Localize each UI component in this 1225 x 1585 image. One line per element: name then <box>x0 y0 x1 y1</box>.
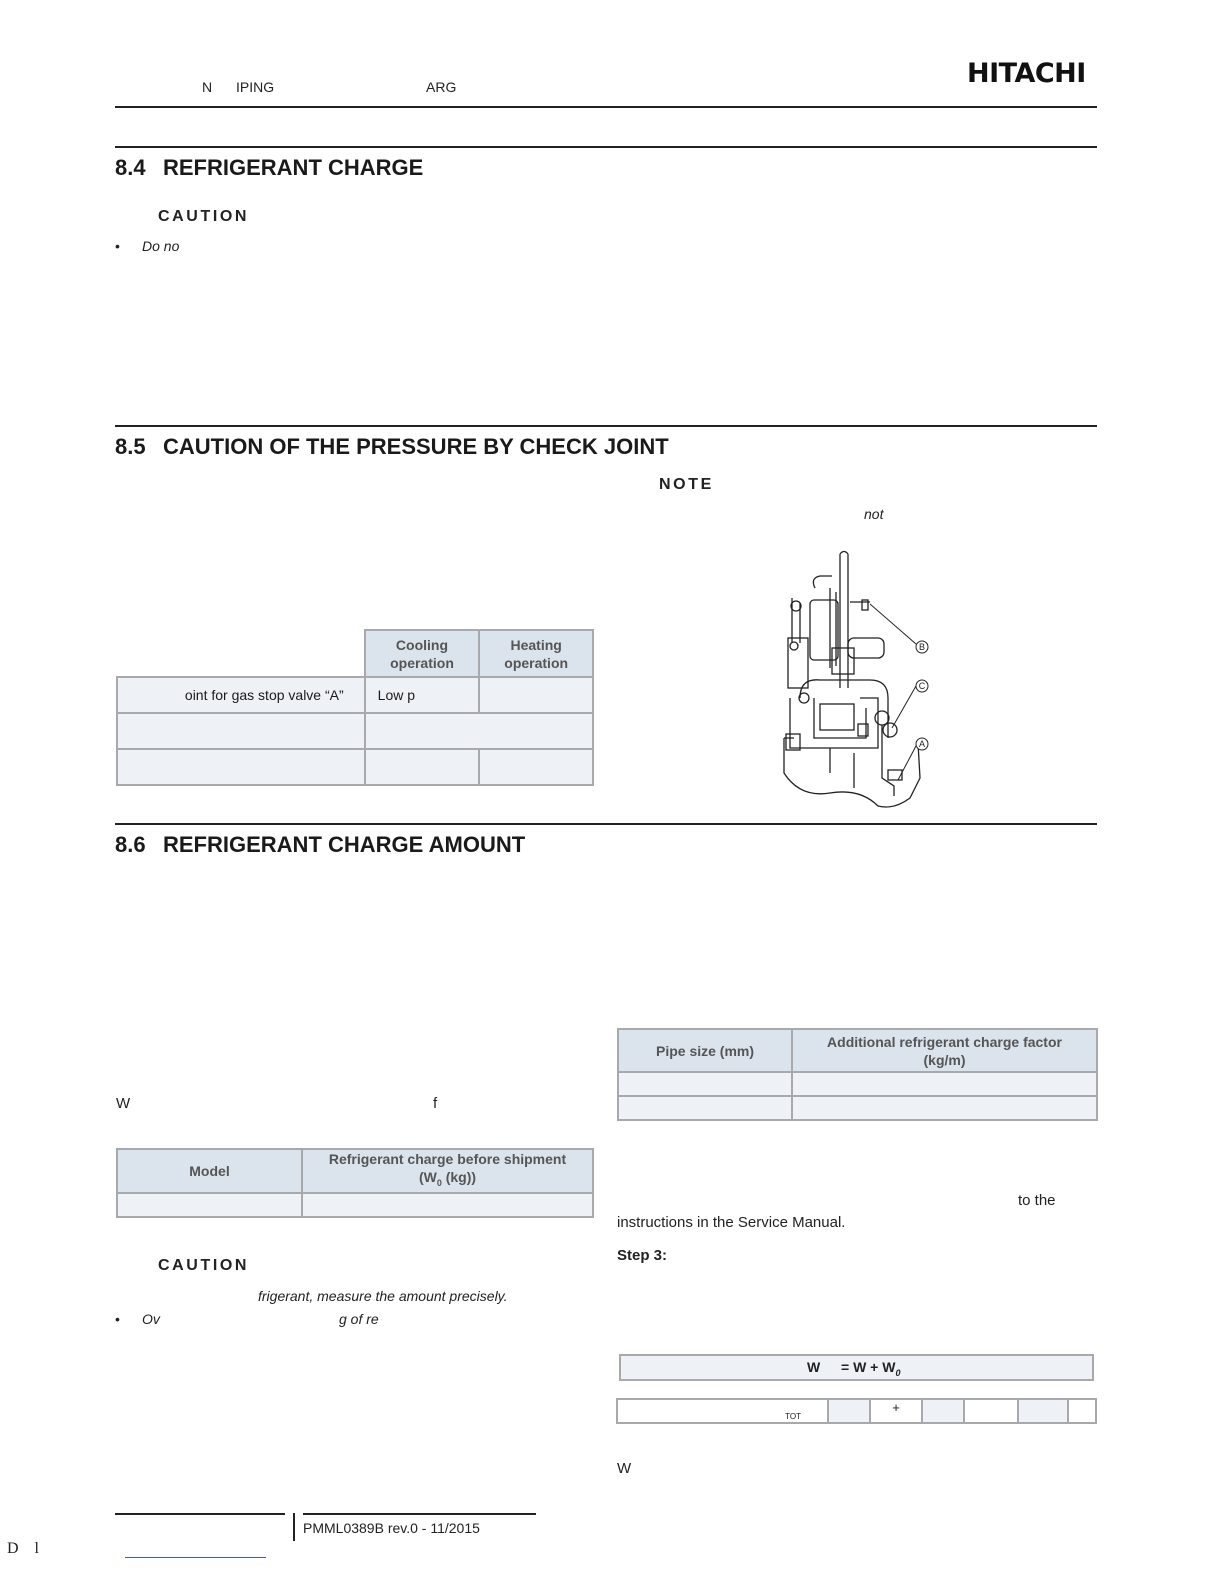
header-w-prefix: (W <box>418 1169 437 1185</box>
vertical-pipe <box>840 552 848 689</box>
row3-label <box>117 749 365 785</box>
row2-value <box>365 713 593 749</box>
step-3-label: Step 3: <box>617 1247 668 1264</box>
model-charge-table <box>116 1148 594 1218</box>
section-title-85: CAUTION OF THE PRESSURE BY CHECK JOINT <box>163 434 669 459</box>
section-title-86: REFRIGERANT CHARGE AMOUNT <box>163 832 526 857</box>
footer-rule-right <box>303 1513 536 1515</box>
header-rule <box>115 106 1097 108</box>
row3-cooling <box>365 749 480 785</box>
formula-subscript: 0 <box>895 1367 901 1378</box>
hitachi-logo: HITACHI <box>967 58 1086 89</box>
section-heading-86 <box>115 832 525 858</box>
section-number-86: 8.6 <box>115 832 146 857</box>
caution-label-84: CAUTION <box>158 208 250 225</box>
header-cooling-operation <box>365 630 480 677</box>
header-refrigerant-line-2 <box>303 1168 592 1192</box>
calc-cell-5 <box>1068 1399 1096 1423</box>
caution-text-86-line1: frigerant, measure the amount precisely. <box>258 1288 508 1304</box>
pipe-size-table <box>617 1028 1098 1121</box>
footer-divider <box>293 1513 295 1541</box>
caution-text-86-line2b: g of re <box>339 1311 379 1327</box>
section-heading-85 <box>115 434 669 460</box>
row1-label: oint for gas stop valve “A” <box>117 677 365 713</box>
calc-cell-4 <box>1018 1399 1068 1423</box>
bullet-86: • <box>115 1311 120 1327</box>
row1-cooling: Low p <box>365 677 480 713</box>
model-cell <box>117 1193 302 1217</box>
formula-expression <box>841 1359 900 1378</box>
bullet-84: • <box>115 238 120 254</box>
text-f-left: f <box>433 1095 438 1112</box>
check-joint-table <box>116 629 594 786</box>
footer-rule-left <box>115 1513 285 1515</box>
calculation-row-table <box>616 1398 1097 1424</box>
calc-cell-3 <box>964 1399 1018 1423</box>
calc-total-cell <box>617 1399 828 1423</box>
section-number-85: 8.5 <box>115 434 146 459</box>
section-number-84: 8.4 <box>115 155 146 180</box>
note-text-85: not <box>864 506 884 522</box>
header-factor-line-2: (kg/m) <box>923 1051 966 1068</box>
section-rule-86 <box>115 823 1097 825</box>
running-title-part-1: N <box>202 79 213 95</box>
instruction-service-manual: instructions in the Service Manual. <box>617 1214 846 1231</box>
callout-label-c: C <box>918 681 926 691</box>
callout-label-b: B <box>918 642 926 652</box>
calc-tot-subscript: TOT <box>785 1412 801 1421</box>
instruction-to-the: to the <box>1018 1192 1056 1209</box>
header-refrigerant-line-1: Refrigerant charge before shipment <box>328 1151 567 1167</box>
callout-line-a <box>898 746 916 780</box>
header-pipe-size: Pipe size (mm) <box>618 1029 792 1072</box>
header-additional-charge-factor <box>792 1029 1097 1072</box>
section-rule-84 <box>115 146 1097 148</box>
row3-heating <box>479 749 593 785</box>
running-title-part-2: IPING <box>236 79 275 95</box>
pipe-size-cell-1 <box>618 1072 792 1096</box>
callout-line-c <box>892 686 916 728</box>
footer-left-fragment: D l <box>7 1540 39 1557</box>
section-heading-84 <box>115 155 423 181</box>
header-heating-line-1: Heating <box>510 636 562 653</box>
caution-text-84: Do no <box>142 238 180 254</box>
header-refrigerant-charge <box>302 1149 593 1193</box>
outdoor-unit-piping-diagram <box>770 548 940 810</box>
header-model: Model <box>117 1149 302 1193</box>
running-title-part-3: ARG <box>426 79 457 95</box>
caution-text-86-line2a: Ov <box>142 1311 160 1327</box>
header-heating-operation <box>479 630 593 677</box>
table-corner-blank <box>117 630 365 677</box>
factor-cell-1 <box>792 1072 1097 1096</box>
header-factor-line-1: Additional refrigerant charge factor <box>827 1033 1062 1050</box>
factor-cell-2 <box>792 1096 1097 1120</box>
caution-label-86: CAUTION <box>158 1257 250 1274</box>
text-w-left: W <box>116 1095 131 1112</box>
note-label-85: NOTE <box>659 476 714 493</box>
charge-cell <box>302 1193 593 1217</box>
calc-plus-cell: + <box>870 1399 922 1423</box>
calc-cell-1 <box>828 1399 870 1423</box>
footer-document-reference: PMML0389B rev.0 - 11/2015 <box>303 1520 480 1536</box>
row1-heating <box>479 677 593 713</box>
row2-label <box>117 713 365 749</box>
pipe-size-cell-2 <box>618 1096 792 1120</box>
text-w-right: W <box>617 1460 632 1477</box>
formula-expression-text: = W + W <box>841 1359 896 1375</box>
header-cooling-line-2: operation <box>390 654 454 671</box>
callout-label-a: A <box>918 739 926 749</box>
section-rule-85 <box>115 425 1097 427</box>
header-w-subscript: 0 <box>436 1177 442 1188</box>
calc-cell-2 <box>922 1399 964 1423</box>
footer-hyperlink-underline[interactable] <box>125 1557 266 1558</box>
header-cooling-line-1: Cooling <box>395 636 449 653</box>
section-title-84: REFRIGERANT CHARGE <box>163 155 424 180</box>
header-heating-line-2: operation <box>504 654 569 671</box>
formula-w-total: W <box>807 1359 821 1375</box>
header-w-suffix: (kg)) <box>441 1169 477 1185</box>
